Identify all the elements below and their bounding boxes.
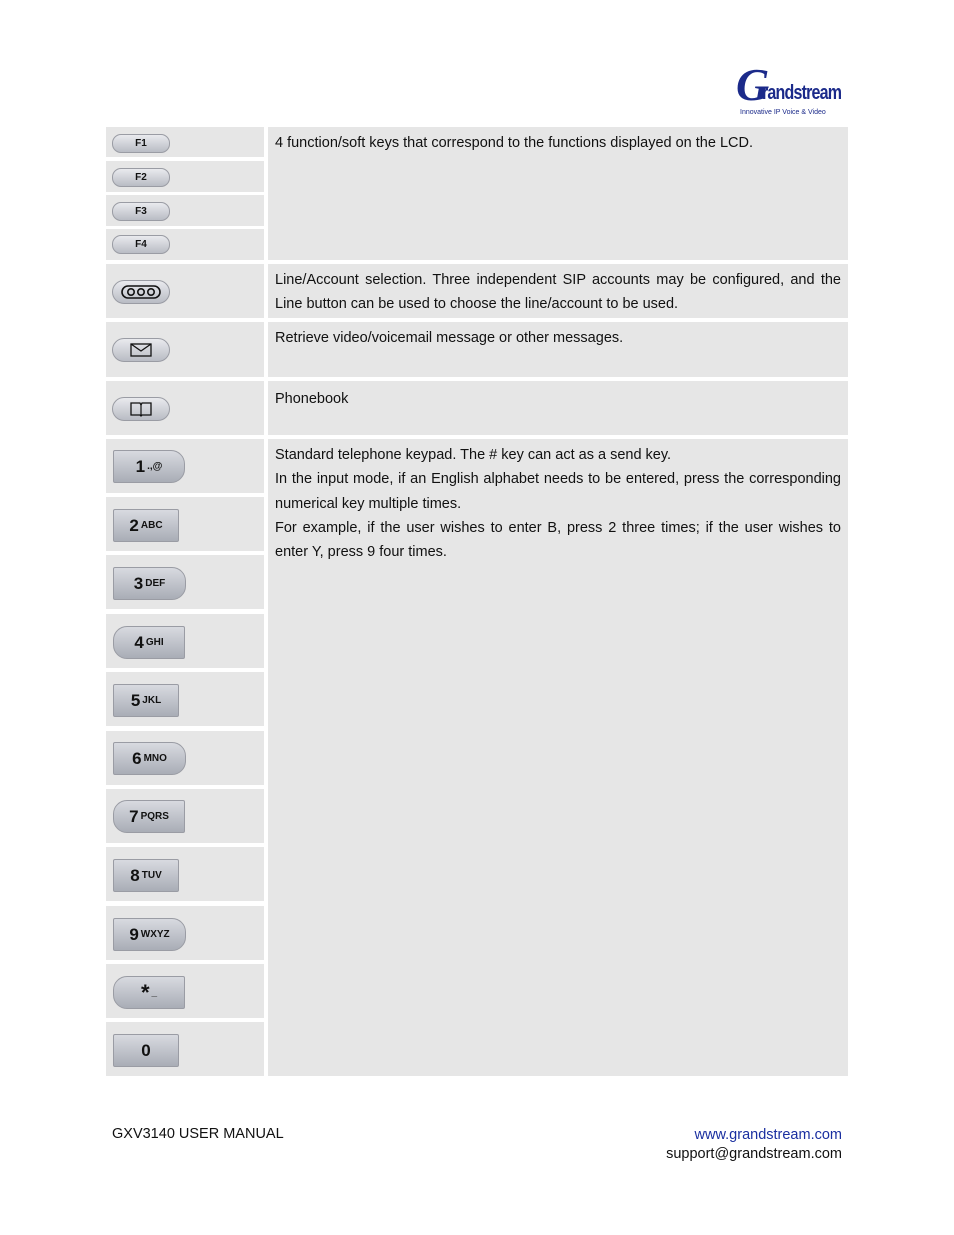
f3-key: F3 [112, 202, 170, 221]
key-4 [113, 626, 185, 659]
key-5-digit: 5 [130, 690, 141, 710]
logo-tagline: Innovative IP Voice & Video [740, 109, 826, 116]
keypad-description [268, 439, 848, 1076]
envelope-icon [130, 343, 152, 357]
footer-manual-title: GXV3140 USER MANUAL [112, 1126, 284, 1142]
key-0-digit: 0 [141, 1040, 151, 1060]
key-6-letters: MNO [143, 753, 167, 764]
key-2-letters: ABC [140, 520, 163, 531]
f4-key: F4 [112, 235, 170, 254]
keypad-description-line-2: In the input mode, if an English alphabet needs to be entered, press the corresponding numerical key multiple times. [275, 471, 841, 512]
footer-website-link[interactable]: www.grandstream.com [694, 1127, 842, 1143]
key-3-letters: DEF [145, 578, 166, 589]
logo-letter: G [736, 59, 770, 110]
key-9-letters: WXYZ [140, 929, 170, 940]
key-4-letters: GHI [145, 637, 164, 648]
grandstream-logo [736, 59, 842, 120]
message-key-description: Retrieve video/voicemail message or other messages. [268, 322, 848, 377]
key-9 [113, 918, 186, 951]
key-1-letters: .,@ [147, 461, 163, 472]
phonebook-key [112, 397, 170, 421]
keypad-description-line-1: Standard telephone keypad. The # key can act as a send key. [275, 447, 672, 463]
line-icon [121, 285, 161, 299]
key-4-digit: 4 [134, 632, 144, 652]
key-3-digit: 3 [133, 573, 144, 593]
message-key [112, 338, 170, 362]
key-1 [113, 450, 185, 483]
f2-key: F2 [112, 168, 170, 187]
key-2-digit: 2 [129, 515, 139, 535]
f1-key: F1 [112, 134, 170, 153]
key-6 [113, 742, 186, 775]
key-7-digit: 7 [129, 806, 139, 826]
key-star-letters: _ [151, 987, 158, 998]
footer-contact [666, 1126, 842, 1164]
key-7 [113, 800, 185, 833]
line-key [112, 280, 170, 304]
key-1-digit: 1 [135, 456, 146, 476]
key-5-letters: JKL [142, 695, 162, 706]
key-8 [113, 859, 179, 892]
footer-support-email[interactable]: support@grandstream.com [666, 1146, 842, 1162]
key-6-digit: 6 [132, 748, 142, 768]
key-2 [113, 509, 179, 542]
keypad-description-line-3: For example, if the user wishes to enter B, press 2 three times; if the user wishes to enter Y, press 9 four times. [275, 519, 841, 561]
key-0 [113, 1034, 179, 1067]
key-star-digit: * [140, 979, 150, 1005]
line-key-description: Line/Account selection. Three independent SIP accounts may be configured, and the Line button can be used to choose the line/account to be used. [268, 264, 848, 318]
key-8-letters: TUV [141, 870, 162, 881]
key-3 [113, 567, 186, 600]
key-7-letters: PQRS [140, 811, 169, 822]
function-keys-description: 4 function/soft keys that correspond to the functions displayed on the LCD. [268, 127, 848, 260]
key-9-digit: 9 [129, 924, 139, 944]
key-8-digit: 8 [130, 865, 140, 885]
logo-word: randstream [762, 82, 842, 104]
key-5 [113, 684, 179, 717]
book-icon [129, 401, 153, 417]
key-star [113, 976, 185, 1009]
phonebook-description: Phonebook [268, 381, 848, 435]
